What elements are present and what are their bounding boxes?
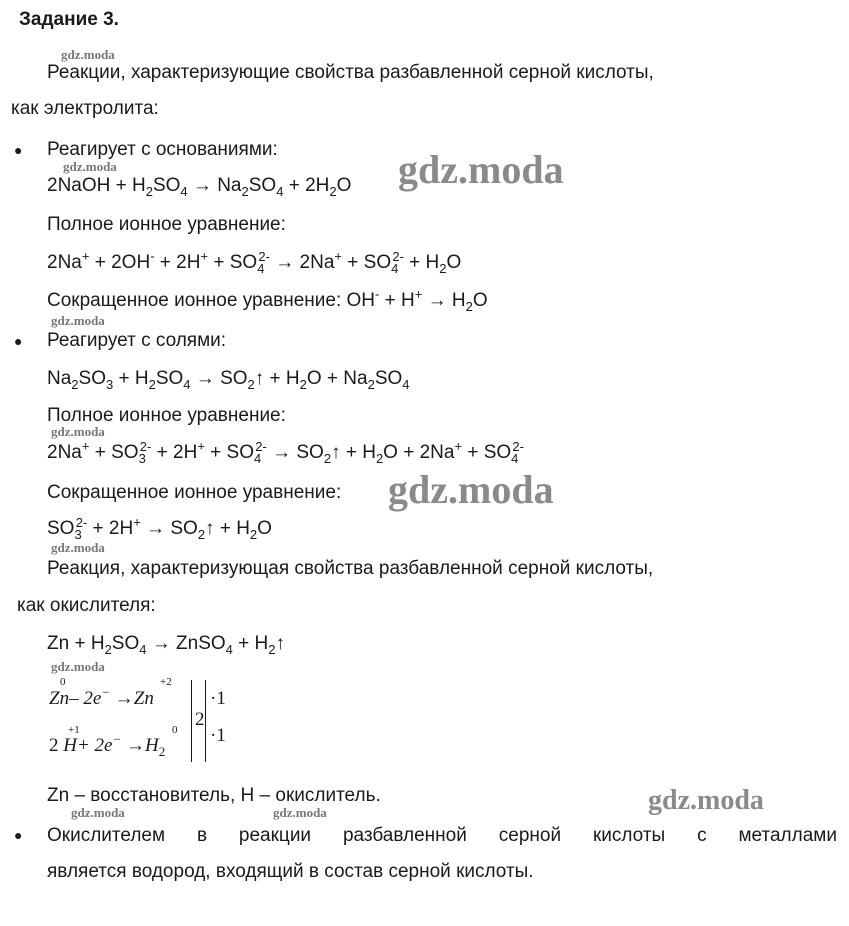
salts-label: Реагирует с солями:	[47, 330, 227, 351]
watermark-small: gdz.moda	[273, 805, 327, 820]
ox-state-h: +1	[68, 724, 80, 736]
balance-line-1: Zn– 2e− →Zn	[49, 684, 154, 709]
balance-lcm: 2	[195, 709, 205, 730]
roles-line: Zn – восстановитель, H – окислитель.	[47, 785, 381, 806]
bases-label: Реагирует с основаниями:	[47, 139, 278, 160]
salts-full-ionic-label: Полное ионное уравнение:	[47, 405, 286, 426]
balance-line-2: 2 $H+ 2e^- \to H_2$	[49, 731, 166, 759]
watermark-small: gdz.moda	[51, 659, 105, 674]
bases-full-ionic-equation: $2Na^+ + 2OH^- + 2H^+ + SO_4^{2-} \to 2Na^+ + SO_4^{2-} + H_2O$	[47, 248, 462, 276]
bullet-icon: ●	[14, 142, 23, 158]
bullet-icon: ●	[14, 333, 23, 349]
conclusion-line-1: Окислителем в реакции разбавленной серной кислоты с металлами	[47, 825, 837, 846]
ox-state-zn: 0	[60, 676, 66, 688]
zinc-equation: $Zn + H_2SO_4$ → ZnSO$_4$ + $H_2↑$	[47, 633, 286, 657]
oxidizer-line-2: как окислителя:	[17, 595, 156, 616]
salts-full-ionic-equation: $2Na^+ + SO_3^{2-} + 2H^+ + SO_4^{2-}$ → $SO_2↑ + H_2O + 2Na^+ + SO_4^{2-}$	[47, 438, 524, 466]
ox-state-zn2: +2	[160, 676, 172, 688]
bases-full-ionic-label: Полное ионное уравнение:	[47, 214, 286, 235]
salts-equation: $Na_2SO_3 + H_2SO_4$ → $SO_2↑ + H_2O + Na_2SO_4$	[47, 368, 410, 392]
watermark-small: gdz.moda	[63, 159, 117, 174]
balance-divider	[205, 680, 206, 762]
balance-mult-2: ·1	[210, 725, 226, 746]
watermark-big: gdz.moda	[648, 785, 764, 816]
intro-line-2: как электролита:	[11, 98, 159, 119]
task-title: Задание 3.	[19, 9, 119, 30]
bases-short-ionic-label: Сокращенное ионное уравнение:	[47, 290, 342, 311]
oxidizer-line-1: Реакция, характеризующая свойства разбавленной серной кислоты,	[47, 558, 654, 579]
watermark-small: gdz.moda	[71, 805, 125, 820]
watermark-small: gdz.moda	[61, 47, 115, 62]
conclusion-line-2: является водород, входящий в состав серной кислоты.	[47, 861, 534, 882]
salts-short-ionic-label: Сокращенное ионное уравнение:	[47, 482, 342, 503]
watermark-big: gdz.moda	[398, 147, 564, 192]
balance-divider	[191, 680, 192, 762]
watermark-big: gdz.moda	[388, 467, 554, 512]
watermark-small: gdz.moda	[51, 540, 105, 555]
bases-equation: 2NaOH + $H_2SO_4 \to Na_2SO_4 + 2H_2O$	[47, 175, 352, 199]
watermark-small: gdz.moda	[51, 424, 105, 439]
balance-mult-1: ·1	[210, 688, 226, 709]
bullet-icon: ●	[14, 827, 23, 843]
watermark-small: gdz.moda	[51, 313, 105, 328]
bases-short-ionic: Сокращенное ионное уравнение: $OH^- + H^+ \to H_2O$	[47, 286, 488, 314]
salts-short-ionic-equation: $SO_3^{2-} + 2H^+$ → $SO_2↑ + H_2O$	[47, 514, 272, 542]
ox-state-h2: 0	[172, 724, 178, 736]
intro-line-1: Реакции, характеризующие свойства разбавленной серной кислоты,	[47, 62, 654, 83]
